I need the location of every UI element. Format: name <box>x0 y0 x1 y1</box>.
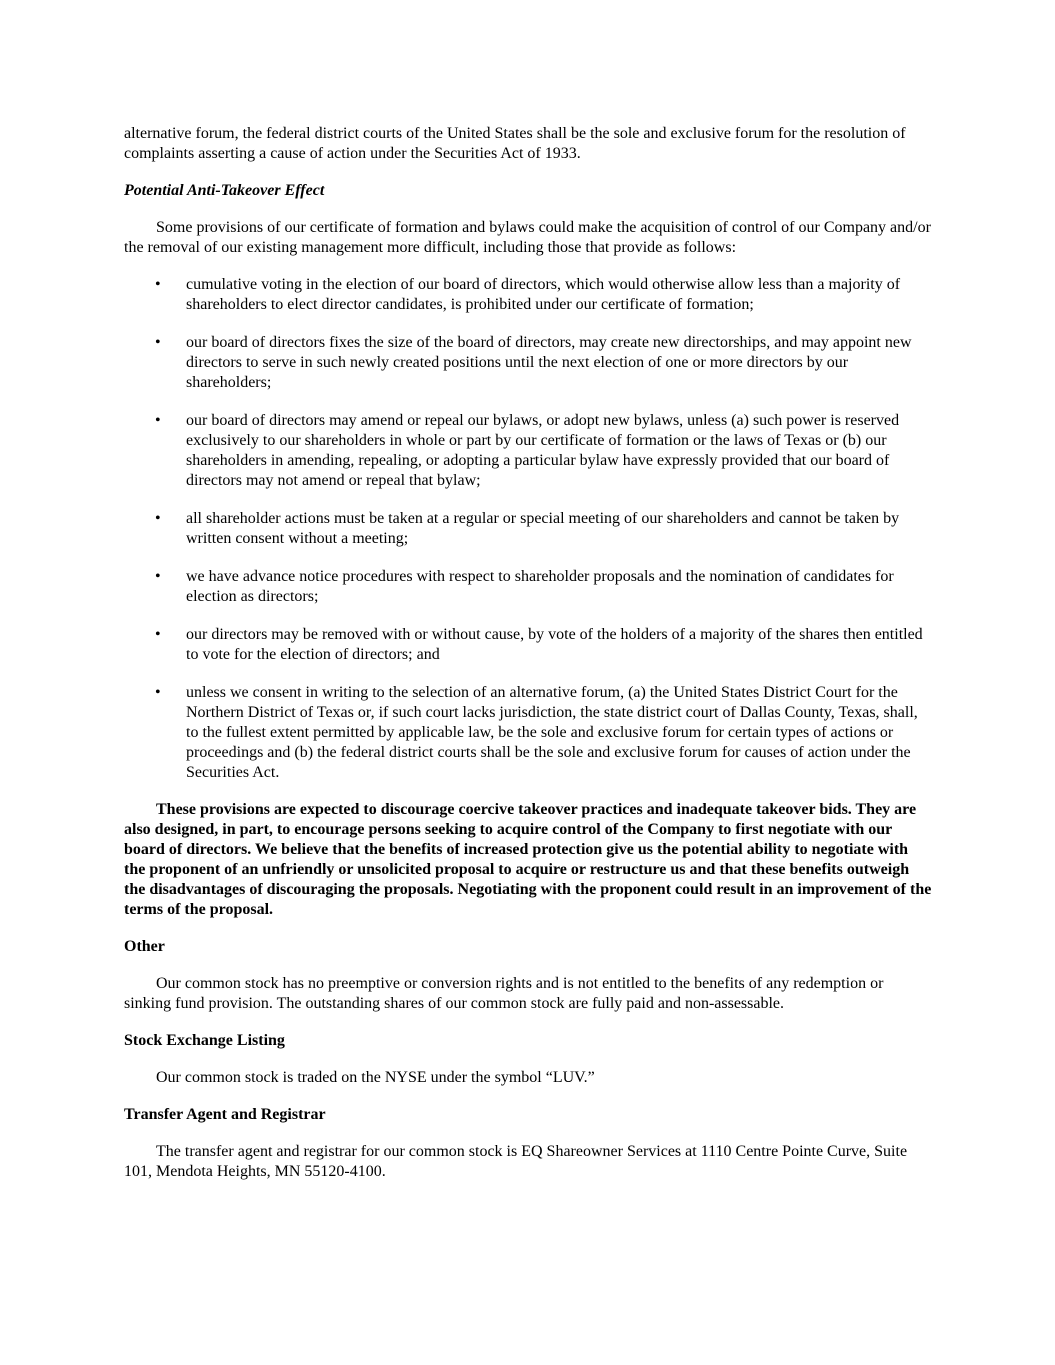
anti-takeover-conclusion-paragraph: These provisions are expected to discourage coercive takeover practices and inadequate takeover bids. They are also designed, in part, to encourage persons seeking to acquire control of the Company to first negotiate with our board of directors. We believe that the benefits of increased protection give us the potential ability to negotiate with the proponent of an unfriendly or unsolicited proposal to acquire or restructure us and that these benefits outweigh the disadvantages of discouraging the proposals. Negotiating with the proponent could result in an improvement of the terms of the proposal. <box>124 801 932 918</box>
bullet-icon: • <box>155 412 161 429</box>
list-item-text: our board of directors fixes the size of the board of directors, may create new directorships, and may appoint new directors to serve in such newly created positions until the next election of one or more directors by our shareholders; <box>186 334 912 391</box>
bullet-icon: • <box>155 510 161 527</box>
list-item <box>124 411 932 491</box>
transfer-agent-heading: Transfer Agent and Registrar <box>124 1106 326 1123</box>
list-item <box>124 275 932 315</box>
anti-takeover-intro-paragraph: Some provisions of our certificate of formation and bylaws could make the acquisition of control of our Company and/or the removal of our existing management more difficult, including those that provide as follows: <box>124 219 931 256</box>
anti-takeover-heading: Potential Anti-Takeover Effect <box>124 182 325 199</box>
bullet-icon: • <box>155 626 161 643</box>
stock-exchange-listing-heading: Stock Exchange Listing <box>124 1032 285 1049</box>
anti-takeover-provisions-list <box>124 275 932 783</box>
list-item <box>124 683 932 783</box>
list-item <box>124 625 932 665</box>
list-item-text: all shareholder actions must be taken at a regular or special meeting of our shareholders and cannot be taken by written consent without a meeting; <box>186 510 900 547</box>
bullet-icon: • <box>155 568 161 585</box>
document-page <box>124 124 932 1199</box>
bullet-icon: • <box>155 276 161 293</box>
list-item-text: our board of directors may amend or repeal our bylaws, or adopt new bylaws, unless (a) such power is reserved exclusively to our shareholders in whole or part by our certificate of formation or the laws of Texas or (b) our shareholders in amending, repealing, or adopting a particular bylaw have expressly provided that our board of directors may not amend or repeal that bylaw; <box>186 412 900 489</box>
list-item-text: unless we consent in writing to the selection of an alternative forum, (a) the United States District Court for the Northern District of Texas or, if such court lacks jurisdiction, the state district court of Dallas County, Texas, shall, to the fullest extent permitted by applicable law, be the sole and exclusive forum for certain types of actions or proceedings and (b) the federal district courts shall be the sole and exclusive forum for causes of action under the Securities Act. <box>186 684 918 781</box>
transfer-agent-paragraph: The transfer agent and registrar for our common stock is EQ Shareowner Services at 1110 Centre Pointe Curve, Suite 101, Mendota Heights, MN 55120-4100. <box>124 1143 908 1180</box>
stock-exchange-listing-paragraph: Our common stock is traded on the NYSE under the symbol “LUV.” <box>156 1069 595 1086</box>
other-heading: Other <box>124 938 165 955</box>
intro-continuation-paragraph: alternative forum, the federal district courts of the United States shall be the sole and exclusive forum for the resolution of complaints asserting a cause of action under the Securities Act of 1933. <box>124 125 906 162</box>
list-item-text: we have advance notice procedures with respect to shareholder proposals and the nomination of candidates for election as directors; <box>186 568 894 605</box>
other-paragraph: Our common stock has no preemptive or conversion rights and is not entitled to the benefits of any redemption or sinking fund provision. The outstanding shares of our common stock are fully paid and non-assessable. <box>124 975 884 1012</box>
list-item-text: our directors may be removed with or without cause, by vote of the holders of a majority of the shares then entitled to vote for the election of directors; and <box>186 626 923 663</box>
list-item <box>124 567 932 607</box>
list-item-text: cumulative voting in the election of our board of directors, which would otherwise allow less than a majority of shareholders to elect director candidates, is prohibited under our certificate of formation; <box>186 276 901 313</box>
list-item <box>124 509 932 549</box>
bullet-icon: • <box>155 334 161 351</box>
list-item <box>124 333 932 393</box>
bullet-icon: • <box>155 684 161 701</box>
